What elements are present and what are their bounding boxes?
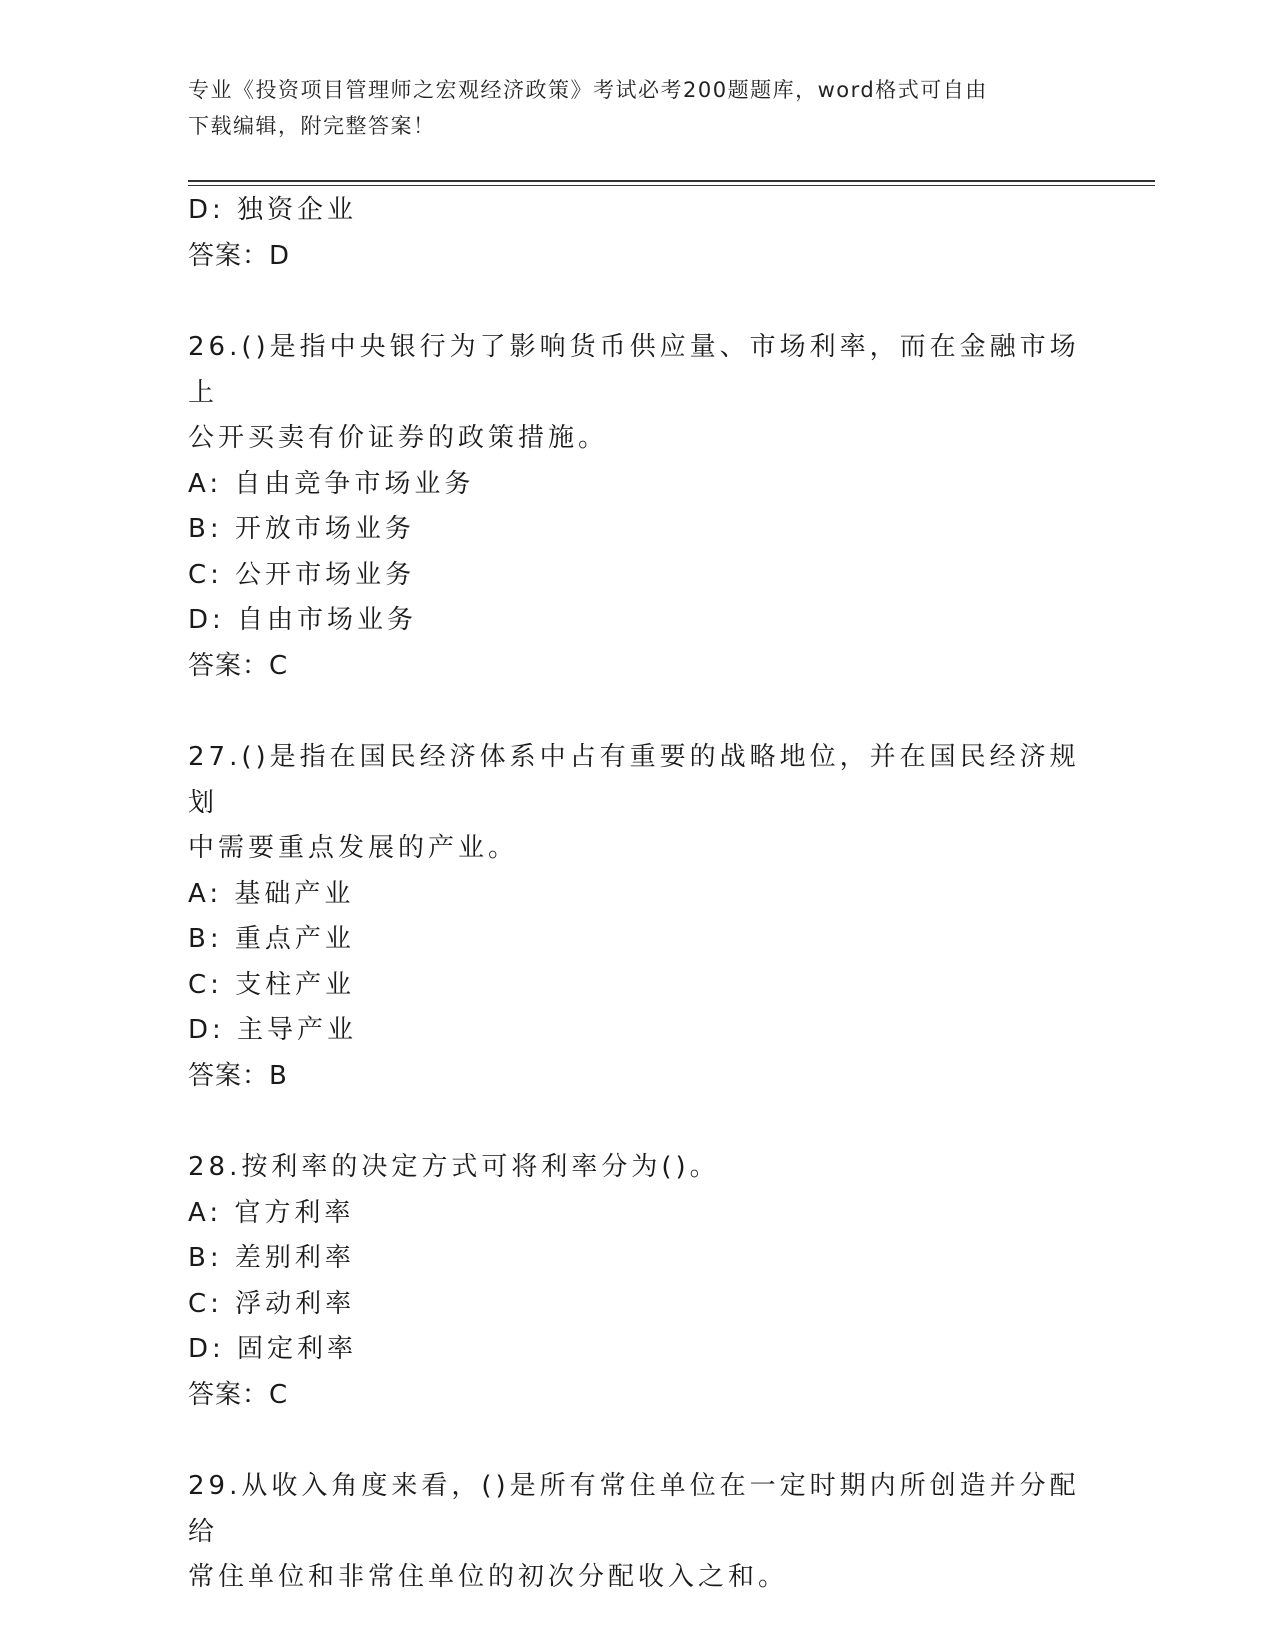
header-line-2: 下载编辑，附完整答案！: [188, 114, 436, 138]
option-d: D: 自由市场业务: [188, 605, 418, 635]
question-28: [188, 1145, 1108, 1418]
option-c: C: 浮动利率: [188, 1288, 356, 1319]
header-divider-thick: [188, 180, 1155, 182]
option-b: B: 差别利率: [188, 1243, 355, 1273]
answer-line: 答案：B: [188, 1060, 288, 1091]
answer-line: 答案：C: [188, 650, 289, 681]
document-header: [188, 72, 1108, 144]
option-d: D: 主导产业: [188, 1015, 358, 1045]
header-line-1: 专业《投资项目管理师之宏观经济政策》考试必考200题题库，word格式可自由: [188, 78, 988, 102]
header-divider-thin: [188, 185, 1155, 186]
option-d: D: 固定利率: [188, 1334, 358, 1364]
question-list: [188, 188, 1108, 1601]
question-27: [188, 735, 1108, 1099]
question-stem: 28.按利率的决定方式可将利率分为()。: [188, 1152, 720, 1182]
question-stem-continued: 公开买卖有价证券的政策措施。: [188, 423, 609, 453]
question-29: [188, 1464, 1108, 1601]
option-b: B: 重点产业: [188, 924, 355, 954]
option-c: C: 支柱产业: [188, 969, 356, 1000]
carryover-block: [188, 188, 1108, 279]
question-stem: 27.()是指在国民经济体系中占有重要的战略地位，并在国民经济规划: [188, 742, 1080, 818]
question-stem-continued: 常住单位和非常住单位的初次分配收入之和。: [188, 1562, 789, 1592]
question-stem-continued: 中需要重点发展的产业。: [188, 833, 519, 863]
option-b: B: 开放市场业务: [188, 514, 415, 544]
option-a: A: 自由竞争市场业务: [188, 468, 475, 499]
question-stem: 29.从收入角度来看，()是所有常住单位在一定时期内所创造并分配给: [188, 1471, 1080, 1547]
option-a: A: 基础产业: [188, 878, 355, 909]
option-c: C: 公开市场业务: [188, 559, 416, 590]
answer-line: 答案：C: [188, 1379, 289, 1410]
option-a: A: 官方利率: [188, 1197, 355, 1228]
question-stem: 26.()是指中央银行为了影响货币供应量、市场利率，而在金融市场上: [188, 332, 1080, 408]
option-d: D: 独资企业: [188, 195, 358, 225]
answer-line: 答案：D: [188, 240, 291, 271]
question-26: [188, 325, 1108, 689]
